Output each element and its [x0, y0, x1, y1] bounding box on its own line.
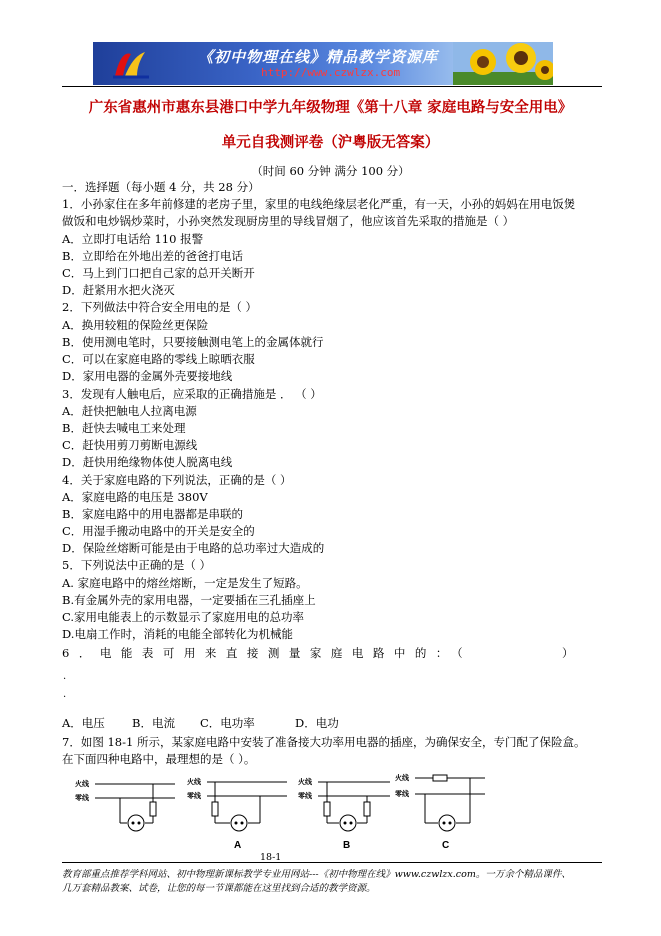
footer-rule — [62, 862, 602, 863]
answer-bracket-close: ） — [562, 646, 574, 660]
question-text: 7．如图 18-1 所示，某家庭电路中安装了准备接大功率用电器的插座，为确保安全，专门配了保险盒。 — [62, 735, 586, 749]
option-text: C．用湿手搬动电路中的开关是安全的 — [62, 524, 255, 538]
option-text: A. 家庭电路中的熔丝熔断，一定是发生了短路。 — [62, 576, 308, 590]
option-text: C．赶快用剪刀剪断电源线 — [62, 438, 198, 452]
figure-label-b: B — [343, 840, 351, 851]
sunflower-image — [453, 42, 553, 85]
section-heading: 一．选择题（每小题 4 分，共 28 分） — [62, 180, 260, 194]
neutral-wire-label: 零线 — [187, 792, 201, 800]
option-text: C．马上到门口把自己家的总开关断开 — [62, 266, 255, 280]
question-text: 在下面四种电路中，最理想的是（ ）。 — [62, 752, 256, 766]
question-text: 1．小孙家住在多年前修建的老房子里，家里的电线绝缘层老化严重，有一天，小孙的妈妈在用电饭煲 — [62, 197, 576, 211]
option-text: A．电压 — [62, 716, 105, 730]
question-text: 6．电能表可用来直接测量家庭电路中的：（ — [62, 646, 473, 660]
question-text: 4．关于家庭电路的下列说法，正确的是（ ） — [62, 473, 292, 487]
option-text: D．电功 — [295, 716, 339, 730]
banner-url[interactable]: http://www.czwlzx.com — [261, 66, 401, 79]
live-wire-label: 火线 — [395, 774, 409, 782]
option-text: C．可以在家庭电路的零线上晾晒衣服 — [62, 352, 255, 366]
footer-text: 教育部重点推荐学科网站、初中物理新课标教学专业用网站---《初中物理在线》www.czwlzx.com。一万余个精品课件、 — [62, 869, 571, 880]
document-title: 广东省惠州市惠东县港口中学九年级物理《第十八章 家庭电路与安全用电》 — [88, 99, 573, 116]
option-text: B．家庭电路中的用电器都是串联的 — [62, 507, 243, 521]
option-text: D．家用电器的金属外壳要接地线 — [62, 369, 233, 383]
option-text: A．换用较粗的保险丝更保险 — [62, 318, 209, 332]
stray-mark: . — [63, 689, 67, 700]
header-rule — [62, 86, 602, 87]
option-text: D.电扇工作时，消耗的电能全部转化为机械能 — [62, 627, 293, 641]
neutral-wire-label: 零线 — [75, 794, 89, 802]
question-text: 3．发现有人触电后，应采取的正确措施是 ． （ ） — [62, 387, 322, 401]
option-text: A．立即打电话给 110 报警 — [62, 232, 204, 246]
figure-label-a: A — [234, 840, 242, 851]
option-text: C.家用电能表上的示数显示了家庭用电的总功率 — [62, 610, 305, 624]
question-text: 5．下列说法中正确的是（ ） — [62, 558, 211, 572]
option-text: A．家庭电路的电压是 380V — [62, 490, 208, 504]
figure-caption: 18-1 — [260, 852, 282, 863]
option-text: D．赶快用绝缘物体使人脱离电线 — [62, 455, 233, 469]
question-text: 做饭和电炒锅炒菜时，小孙突然发现厨房里的导线冒烟了，他应该首先采取的措施是（ ） — [62, 214, 515, 228]
option-text: D．保险丝熔断可能是由于电路的总功率过大造成的 — [62, 541, 325, 555]
option-text: C．电功率 — [200, 716, 255, 730]
live-wire-label: 火线 — [75, 780, 89, 788]
neutral-wire-label: 零线 — [298, 792, 312, 800]
figure-label-c: C — [442, 840, 450, 851]
option-text: A．赶快把触电人拉离电源 — [62, 404, 197, 418]
live-wire-label: 火线 — [187, 778, 201, 786]
option-text: B．电流 — [132, 716, 175, 730]
footer-text: 几万套精品教案、试卷，让您的每一节课都能在这里找到合适的教学资源。 — [62, 883, 376, 894]
option-text: D．赶紧用水把火浇灭 — [62, 283, 175, 297]
exam-info: （时间 60 分钟 满分 100 分） — [251, 164, 410, 178]
neutral-wire-label: 零线 — [395, 790, 409, 798]
banner-title: 《初中物理在线》精品教学资源库 — [198, 48, 439, 66]
option-text: B．赶快去喊电工来处理 — [62, 421, 186, 435]
document-title-line2: 单元自我测评卷（沪粤版无答案） — [221, 134, 440, 151]
option-text: B.有金属外壳的家用电器，一定要插在三孔插座上 — [62, 593, 316, 607]
option-text: B．使用测电笔时，只要接触测电笔上的金属体就行 — [62, 335, 324, 349]
option-text: B．立即给在外地出差的爸爸打电话 — [62, 249, 243, 263]
site-logo-icon — [111, 46, 151, 81]
stray-mark: . — [63, 671, 67, 682]
header-banner — [93, 42, 553, 85]
circuit-figure — [75, 768, 495, 863]
live-wire-label: 火线 — [298, 778, 312, 786]
question-text: 2．下列做法中符合安全用电的是（ ） — [62, 300, 257, 314]
